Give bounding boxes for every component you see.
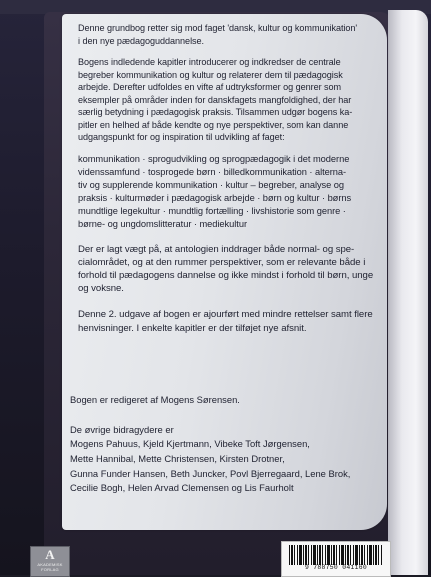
book-page-edge (388, 10, 428, 575)
barcode-bars (289, 545, 383, 565)
topics-list: kommunikation · sprogudvikling og sprogpædagogik i det moderne videnssamfund · tosprogede børn · billedkommunikation · alterna- tiv og supplerende kommunikation · kultur – begreber, analyse og praksis · kulturmøder i pædagogisk arbejde · børn og kultur · børns mundtlige legekultur · mundtlig fortælling · livshistorie som genre · børne- og ungdomslitteratur · mediekultur (78, 153, 352, 229)
credits-block (70, 378, 370, 496)
publisher-logo (30, 546, 70, 577)
publisher-logo-glyph: A (45, 547, 55, 562)
barcode (281, 541, 391, 577)
description-paragraph: Bogens indledende kapitler introducerer og indkredser de centrale begreber kommunikation og kultur og relaterer dem til pædagogisk arbejde. Derefter udfoldes en vifte af udtryksformer og genrer som eksempler på områder inden for danskfagets mangfoldighed, der har særlig betydning i pædagogisk praksis. Tilsammen udgør bogens ka- pitler en helhed af både kendte og nye perspektiver, som kan danne udgangspunkt for og inspiration til udvikling af faget: (78, 57, 353, 142)
editor-line: Bogen er redigeret af Mogens Sørensen. (70, 393, 240, 405)
barcode-digits: 9 788750 041160 (304, 564, 368, 571)
edition-note: Denne 2. udgave af bogen er ajourført med mindre rettelser samt flere henvisninger. I enkelte kapitler er der tilføjet nye afsnit. (78, 309, 373, 334)
intro-paragraph: Denne grundbog retter sig mod faget 'dansk, kultur og kommunikation' i den nye pædagoguddannelse. (78, 23, 358, 46)
back-cover-text (78, 22, 374, 344)
contributors-list: De øvrige bidragydere er Mogens Pahuus, Kjeld Kjertmann, Vibeke Toft Jørgensen, Mette Hannibal, Mette Christensen, Kirsten Drotner, Gunna Funder Hansen, Beth Juncker, Povl Bjerregaard, Lene Brok, Cecilie Bogh, Helen Arvad Clemensen og Lis Faurholt (70, 423, 351, 494)
emphasis-paragraph: Der er lagt vægt på, at antologien inddrager både normal- og spe- cialområdet, og at den rummer perspektiver, som er relevante både i forhold til pædagogens dannelse og ikke mindst i forhold til børn, unge og voksne. (78, 243, 374, 295)
publisher-logo-text: AKADEMISK FORLAG (37, 562, 63, 572)
